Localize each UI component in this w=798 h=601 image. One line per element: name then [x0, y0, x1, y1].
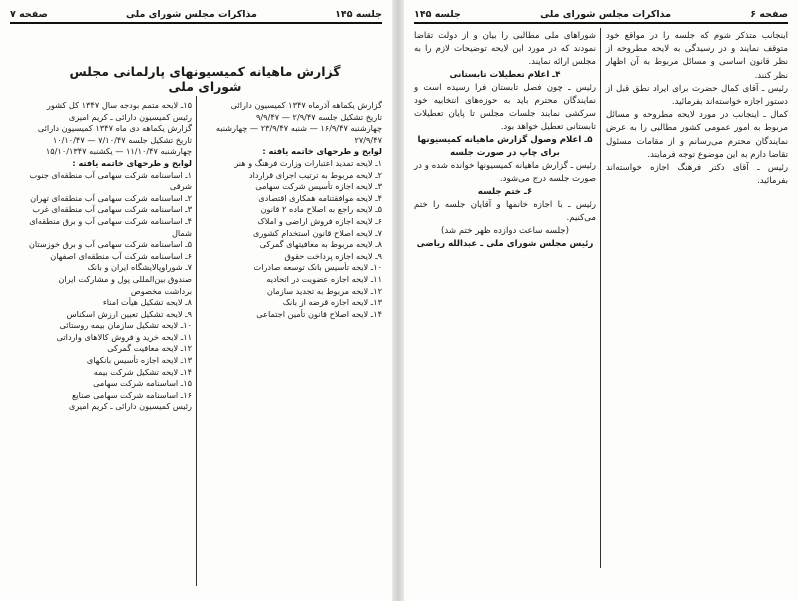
left-page-header [10, 6, 382, 24]
list-item: ۲ـ اساسنامه شرکت سهامی آب منطقه‌ای تهران [30, 192, 192, 203]
intro-line: چهارشنبه ۱۶/۹/۴۷ — شنبه ۲۳/۹/۴۷ — چهارشنبه [215, 123, 382, 134]
right-col-right [606, 30, 788, 188]
list-item: ۱ـ اساسنامه شرکت سهامی آب منطقه‌ای جنوب [29, 169, 192, 180]
right-issue: جلسه ۱۴۵ [414, 8, 461, 20]
list-item: ۹ـ لایحه تشکیل تعیین ارزش اسکناس [66, 308, 192, 319]
section-heading: ۶ـ ختم جلسه [477, 187, 533, 197]
list-item: صندوق بین‌المللی پول و مشارکت ایران [58, 273, 192, 284]
intro-line: رئیس کمیسیون دارائی ـ کریم امیری [68, 111, 192, 122]
list-item: ۷ـ شوراوپالایشگاه ایران و بانک [87, 262, 192, 273]
list-item: ۱۲ـ لایحه معافیت گمرکی [107, 343, 192, 354]
left-page [0, 0, 392, 601]
list-item: ۴ـ اساسنامه شرکت سهامی آب و برق منطقه‌ای [29, 215, 192, 226]
intro-line: چهارشنبه ۱۱/۱۰/۴۷ — یکشنبه ۱۵/۱۰/۱۳۴۷ [45, 146, 192, 157]
list-item: ۱۲ـ لایحه مربوط به تجدید سازمان [266, 285, 382, 296]
column-divider [196, 96, 197, 586]
list-item: ۱۵ـ اساسنامه شرکت سهامی [93, 378, 192, 389]
intro-line: ۲۷/۹/۴۷ [354, 134, 382, 145]
list-item: ۱۶ـ اساسنامه شرکت سهامی صنایع [71, 389, 192, 400]
left-journal-name: مذاکرات مجلس شورای ملی [125, 8, 257, 20]
paragraph: کمال ـ اینجانب در مورد لایحه مطروحه و مسائل مربوط به امور عمومی کشور مطالبی را به عرض نمایندگان محترم می‌رسانم و از مقامات مسئول تقاضا دارم به این موضوع توجه فرمایند. [606, 110, 788, 160]
list-item: ۱۴ـ لایحه اصلاح قانون تأمین اجتماعی [256, 308, 382, 319]
left-page-number: صفحه ۷ [10, 8, 48, 20]
right-col-left [414, 30, 596, 251]
report-title: گزارش ماهیانه کمیسیونهای پارلمانی مجلس شورای ملی [69, 64, 341, 94]
list-item: شرقی [169, 181, 192, 192]
left-col-right [202, 100, 382, 320]
list-item: ۸ـ لایحه مربوط به معافیتهای گمرکی [259, 239, 382, 250]
right-page-number: صفحه ۶ [750, 8, 788, 20]
right-page-header [414, 6, 788, 24]
list-item: ۱۰ـ لایحه تأسیس بانک توسعه صادرات [253, 262, 382, 273]
speaker-signature: رئیس مجلس شورای ملی ـ عبدالله ریاضی [416, 239, 594, 249]
intro-line: گزارش یکماهه آذرماه ۱۳۴۷ کمیسیون دارائی [230, 100, 382, 110]
list-title: لوایح و طرحهای خاتمه یافته : [72, 157, 192, 168]
intro-line: تاریخ تشکیل جلسه ۷/۱۰/۴۷ — ۱۰/۱۰/۴۷ [52, 134, 192, 145]
list-item: ۵ـ اساسنامه شرکت سهامی آب و برق خوزستان [28, 239, 192, 250]
left-col-left [12, 100, 192, 413]
intro-line: گزارش یکماهه دی ماه ۱۳۴۷ کمیسیون دارائی [37, 123, 192, 134]
page-gutter [392, 0, 404, 601]
paragraph: رئیس ـ چون فصل تابستان فرا رسیده است و نمایندگان محترم باید به حوزه‌های انتخابیه خود سرکشی نمایند جلسات مجلس تا پایان تعطیلات تابستانی تعطیل خواهد بود. [414, 83, 596, 132]
intro-line: تاریخ تشکیل جلسه ۲/۹/۴۷ — ۹/۹/۴۷ [256, 111, 382, 122]
list-item: ۴ـ لایحه موافقتنامه همکاری اقتصادی [258, 192, 382, 203]
list-item: ۵ـ لایحه راجع به اصلاح ماده ۲ قانون [260, 204, 382, 215]
section-heading: ۴ـ اعلام تعطیلات تابستانی [449, 70, 561, 80]
list-title: لوایح و طرحهای خاتمه یافته : [262, 146, 382, 157]
paragraph: شوراهای ملی مطالبی را بیان و از دولت تقاضا نمودند که در مورد این لایحه توضیحات لازم را به مجلس ارائه نمایند. [414, 31, 596, 67]
list-item: ۹ـ لایحه اجازه پرداخت حقوق [284, 250, 382, 261]
paragraph: رئیس ـ گزارش ماهیانه کمیسیونها خوانده شده و در صورت جلسه درج می‌شود. [414, 161, 596, 184]
list-item: ۱۳ـ لایحه اجازه تأسیس بانکهای [86, 355, 192, 366]
paragraph: رئیس ـ آقای کمال حضرت برای ایراد نطق قبل از دستور اجازه خواسته‌اند بفرمائید. [606, 83, 788, 108]
list-item: ۱۰ـ لایحه تشکیل سازمان بیمه روستائی [59, 320, 192, 331]
intro-line: ۱۵ـ لایحه متمم بودجه سال ۱۳۴۷ کل کشور [46, 100, 192, 110]
list-item: ۳ـ اساسنامه شرکت سهامی آب منطقه‌ای غرب [32, 204, 192, 215]
list-item: ۱۳ـ لایحه اجازه قرضه از بانک [282, 297, 382, 308]
list-item: برداشت مخصوص [130, 285, 192, 296]
list-item: شمال [171, 227, 192, 238]
list-item: ۷ـ لایحه اصلاح قانون استخدام کشوری [252, 227, 382, 238]
list-item: رئیس کمیسیون دارائی ـ کریم امیری [68, 401, 192, 412]
list-item: ۶ـ اساسنامه شرکت آب منطقه‌ای اصفهان [50, 250, 192, 261]
list-item: ۲ـ لایحه مربوط به ترتیب اجرای قرارداد [248, 169, 382, 180]
section-heading: ۵ـ اعلام وصول گزارش ماهیانه کمیسیونها برای چاپ در صورت جلسه [417, 135, 593, 158]
list-item: ۱۴ـ لایحه تشکیل شرکت بیمه [93, 366, 192, 377]
list-item: ۱ـ لایحه تمدید اعتبارات وزارت فرهنگ و هنر [234, 157, 382, 168]
right-journal-name: مذاکرات مجلس شورای ملی [540, 8, 672, 20]
paragraph: اینجانب متذکر شوم که جلسه را در مواقع خود متوقف نمایند و در رسیدگی به لایحه مطروحه از نظر قانون اساسی و مسائل مربوط به آن اظهار نظر کنند. [606, 31, 788, 81]
right-page [404, 0, 798, 601]
list-item: ۱۱ـ لایحه اجازه عضویت در اتحادیه [266, 273, 382, 284]
left-issue: جلسه ۱۴۵ [335, 8, 382, 20]
paragraph: رئیس ـ با اجازه خانمها و آقایان جلسه را ختم می‌کنیم. [414, 200, 596, 223]
list-item: ۶ـ لایحه اجازه فروش اراضی و املاک [257, 215, 382, 226]
list-item: ۱۱ـ لایحه خرید و فروش کالاهای وارداتی [56, 331, 192, 342]
session-end-note: (جلسه ساعت دوازده ظهر ختم شد) [441, 226, 569, 236]
paragraph: رئیس ـ آقای دکتر فرهنگ اجازه خواسته‌اند بفرمائید. [606, 163, 788, 187]
list-item: ۳ـ لایحه اجازه تأسیس شرکت سهامی [255, 181, 382, 192]
list-item: ۸ـ لایحه تشکیل هیأت امناء [102, 297, 192, 308]
column-divider [600, 28, 601, 568]
